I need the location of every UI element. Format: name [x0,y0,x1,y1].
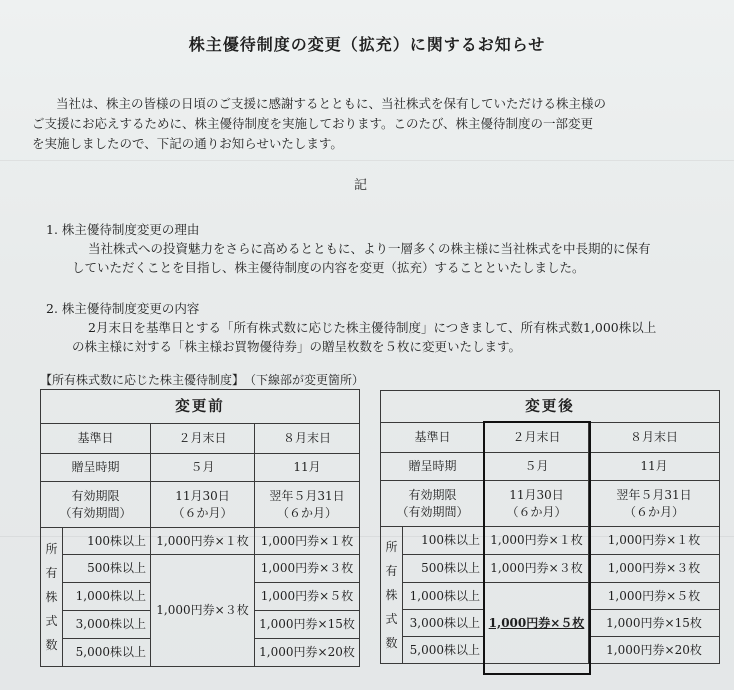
before-feb-validity-line-2: （６か月） [172,505,233,520]
section-2-heading: 2. 株主優待制度変更の内容 [46,301,200,316]
before-aug-tier-1000: 1,000円券×５枚 [255,583,360,611]
stock-tier-1000: 1,000株以上 [63,583,151,611]
stock-tier-100: 100株以上 [403,527,485,555]
table-caption-note: （下線部が変更箇所） [250,373,365,387]
row-label-validity-line-2: （有効期間） [59,505,132,520]
section-2-body-line-2: の株主様に対する「株主様お買物優待券」の贈呈枚数を５枚に変更いたします。 [72,339,522,354]
stock-tier-5000: 5,000株以上 [63,639,151,667]
after-feb-tier-1000-plus [485,583,589,664]
before-feb-tier-500-plus: 1,000円券×３枚 [151,555,255,667]
intro-line-2: ご支援にお応えするために、株主優待制度を実施しております。このたび、株主優待制度の一部変更 [32,116,594,131]
holdings-char: 有 [385,564,398,578]
row-label-validity [381,481,485,527]
holdings-char: 式 [45,614,58,628]
stock-tier-100: 100株以上 [63,528,151,555]
after-feb-validity-line-2: （６か月） [506,504,567,519]
holdings-char: 所 [385,540,398,554]
before-feb-gift-timing: ５月 [151,454,255,482]
after-aug-record-date: ８月末日 [589,423,720,453]
row-label-validity-line-2: （有効期間） [396,504,469,519]
before-aug-tier-3000: 1,000円券×15枚 [255,611,360,639]
after-header: 変更後 [381,391,720,423]
after-feb-validity [485,481,589,527]
before-aug-record-date: ８月末日 [255,424,360,454]
intro-line-1: 当社は、株主の皆様の日頃のご支援に感謝するとともに、当社株式を保有していただける株主様の [56,96,607,111]
stock-tier-500: 500株以上 [403,555,485,583]
section-1 [46,220,718,277]
before-aug-tier-5000: 1,000円券×20枚 [255,639,360,667]
section-1-body-line-1: 当社株式への投資魅力をさらに高めるとともに、より一層多くの株主様に当社株式を中長期的に保有 [88,241,651,256]
row-label-gift-timing: 贈呈時期 [381,453,485,481]
section-2 [46,299,718,356]
after-aug-validity-line-1: 翌年５月31日 [616,487,692,502]
stock-tier-1000: 1,000株以上 [403,583,485,610]
row-label-record-date: 基準日 [41,424,151,454]
intro-line-3: を実施しましたので、下記の通りお知らせいたします。 [32,136,343,151]
holdings-char: 式 [385,612,398,626]
after-aug-tier-3000: 1,000円券×15枚 [589,610,720,637]
after-aug-tier-500: 1,000円券×３枚 [589,555,720,583]
after-feb-tier-100: 1,000円券×１枚 [485,527,589,555]
after-aug-tier-1000: 1,000円券×５枚 [589,583,720,610]
stock-tier-5000: 5,000株以上 [403,637,485,664]
after-aug-tier-5000: 1,000円券×20枚 [589,637,720,664]
after-feb-tier-1000-plus-value: 1,000円券×５枚 [488,615,585,630]
row-label-record-date: 基準日 [381,423,485,453]
holdings-char: 数 [385,636,398,650]
before-feb-record-date: ２月末日 [151,424,255,454]
stock-tier-3000: 3,000株以上 [63,611,151,639]
before-feb-tier-100: 1,000円券×１枚 [151,528,255,555]
holdings-char: 数 [45,638,58,652]
after-table [380,390,720,664]
row-label-validity [41,482,151,528]
holdings-char: 有 [45,566,58,580]
holdings-char: 所 [45,542,58,556]
document-title: 株主優待制度の変更（拡充）に関するお知らせ [188,35,546,54]
section-1-body-line-2: していただくことを目指し、株主優待制度の内容を変更（拡充）することといたしました。 [72,260,585,275]
row-label-gift-timing: 贈呈時期 [41,454,151,482]
holdings-char: 株 [385,588,398,602]
section-2-body-line-1: 2月末日を基準日とする「所有株式数に応じた株主優待制度」につきまして、所有株式数1,000株以上 [88,320,657,335]
table-caption-main: 【所有株式数に応じた株主優待制度】 [40,373,245,387]
after-aug-gift-timing: 11月 [589,453,720,481]
after-aug-validity [589,481,720,527]
before-aug-validity-line-2: （６か月） [276,505,337,520]
before-feb-validity-line-1: 11月30日 [175,488,230,503]
before-feb-validity [151,482,255,528]
after-feb-validity-line-1: 11月30日 [509,487,564,502]
row-label-validity-line-1: 有効期限 [408,487,457,502]
stock-tier-500: 500株以上 [63,555,151,583]
before-header: 変更前 [41,390,360,424]
after-aug-tier-100: 1,000円券×１枚 [589,527,720,555]
before-aug-validity [255,482,360,528]
before-table [40,389,360,667]
row-label-holdings [381,527,403,664]
stock-tier-3000: 3,000株以上 [403,610,485,637]
before-aug-tier-500: 1,000円券×３枚 [255,555,360,583]
row-label-validity-line-1: 有効期限 [71,488,120,503]
intro-paragraph [32,94,722,154]
row-label-holdings [41,528,63,667]
before-aug-gift-timing: 11月 [255,454,360,482]
after-feb-tier-500: 1,000円券×３枚 [485,555,589,583]
table-caption [40,371,364,388]
before-aug-tier-100: 1,000円券×１枚 [255,528,360,555]
after-feb-gift-timing: ５月 [485,453,589,481]
ki-marker: 記 [354,178,368,193]
after-feb-record-date: ２月末日 [485,423,589,453]
holdings-char: 株 [45,590,58,604]
paper-fold-line [0,160,734,161]
after-aug-validity-line-2: （６か月） [623,504,684,519]
section-1-heading: 1. 株主優待制度変更の理由 [46,222,200,237]
before-aug-validity-line-1: 翌年５月31日 [269,488,345,503]
